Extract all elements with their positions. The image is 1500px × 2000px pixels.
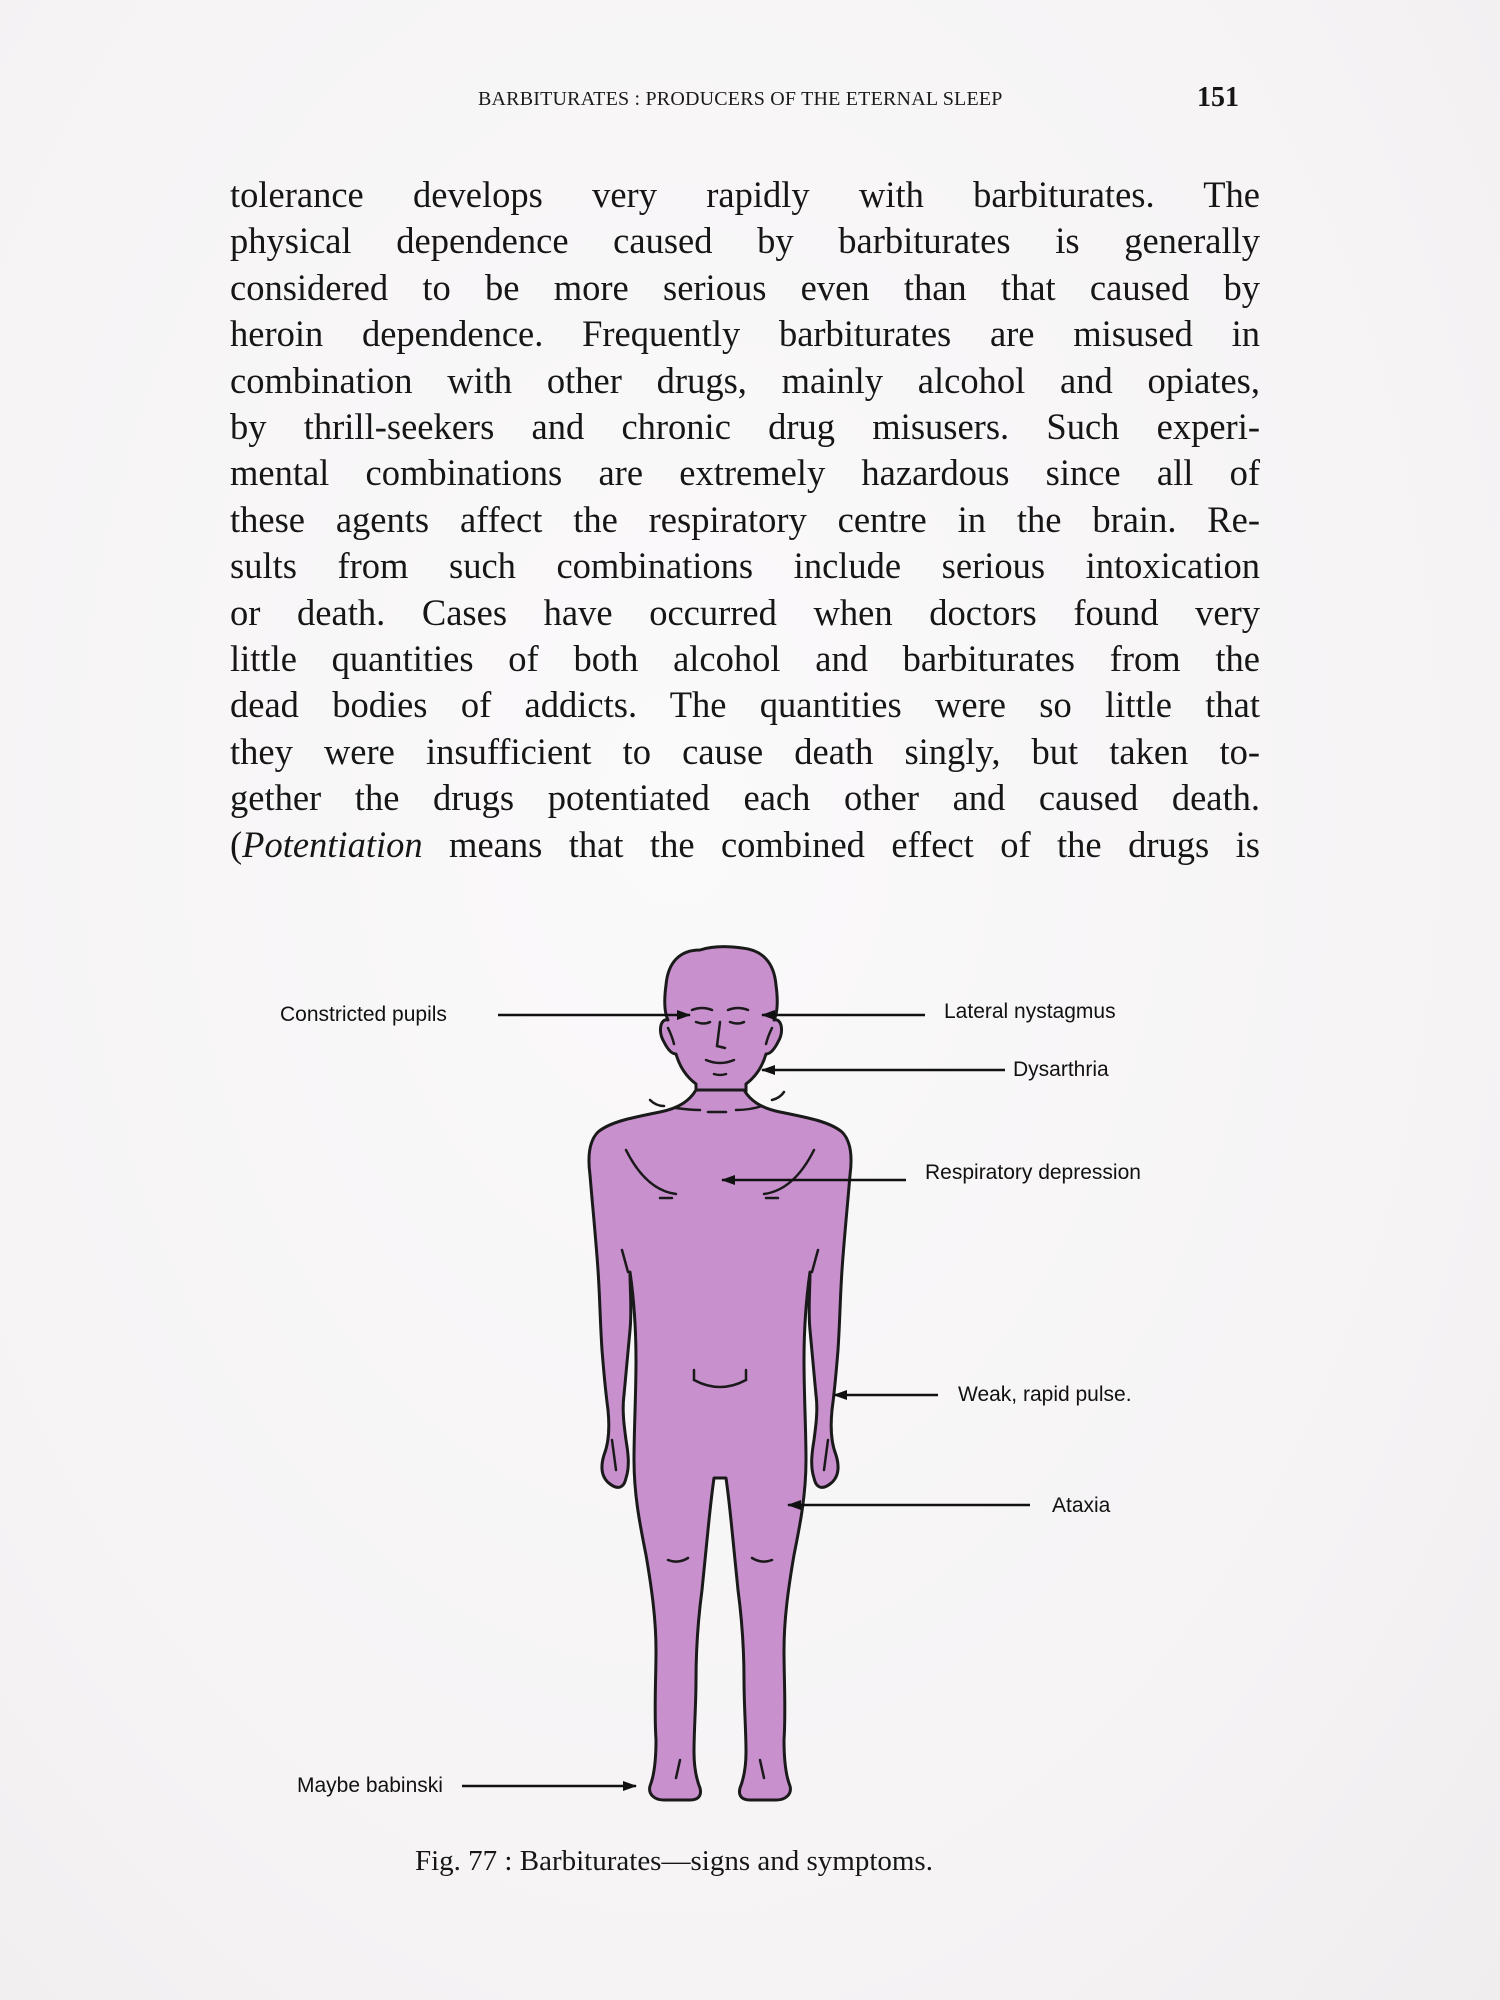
- body-line: little quantities of both alcohol and barbiturates from the: [230, 638, 1260, 680]
- running-head: BARBITURATES : PRODUCERS OF THE ETERNAL SLEEP: [478, 88, 1003, 110]
- body-line: considered to be more serious even than that caused by: [230, 266, 1260, 308]
- body-line-rest: means that the combined effect of the drugs is: [422, 823, 1260, 865]
- body-line: they were insufficient to cause death singly, but taken to-: [230, 730, 1260, 772]
- body-shape: [589, 1090, 851, 1800]
- body-line: physical dependence caused by barbiturates is generally: [230, 220, 1260, 262]
- label-ataxia: Ataxia: [1052, 1494, 1111, 1517]
- body-line: tolerance develops very rapidly with barbiturates. The: [230, 174, 1260, 215]
- body-line: combination with other drugs, mainly alcohol and opiates,: [230, 359, 1260, 401]
- body-line: these agents affect the respiratory centre in the brain. Re-: [230, 498, 1260, 540]
- figure-caption: Fig. 77 : Barbiturates—signs and symptoms.: [415, 1845, 933, 1877]
- body-line: mental combinations are extremely hazardous since all of: [230, 452, 1260, 494]
- label-maybe-babinski: Maybe babinski: [297, 1774, 443, 1797]
- open-paren: (: [230, 823, 243, 865]
- label-weak-rapid-pulse: Weak, rapid pulse.: [958, 1383, 1132, 1406]
- label-dysarthria: Dysarthria: [1013, 1058, 1109, 1081]
- head-shape: [661, 947, 782, 1108]
- label-respiratory-depression: Respiratory depression: [925, 1161, 1141, 1184]
- body-line: sults from such combinations include serious intoxication: [230, 545, 1260, 587]
- body-line: by thrill-seekers and chronic drug misusers. Such experi-: [230, 406, 1260, 448]
- label-lateral-nystagmus: Lateral nystagmus: [944, 1000, 1116, 1023]
- label-constricted-pupils: Constricted pupils: [280, 1003, 447, 1026]
- body-line: heroin dependence. Frequently barbiturates are misused in: [230, 313, 1260, 355]
- body-line: gether the drugs potentiated each other and caused death.: [230, 777, 1260, 819]
- body-line: dead bodies of addicts. The quantities were so little that: [230, 684, 1260, 726]
- italic-term: Potentiation: [242, 823, 423, 865]
- page-number: 151: [1197, 82, 1239, 113]
- body-line: or death. Cases have occurred when doctors found very: [230, 591, 1260, 633]
